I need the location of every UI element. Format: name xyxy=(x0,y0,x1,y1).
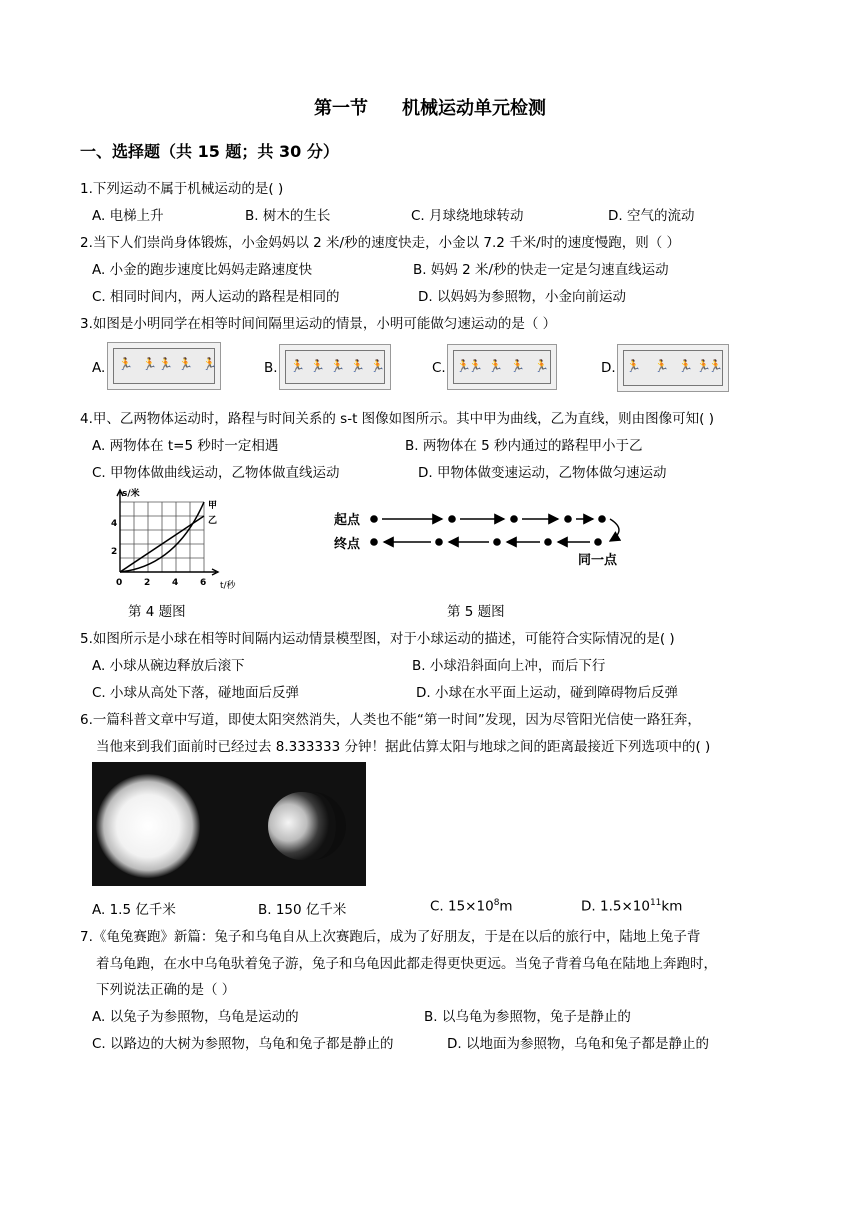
q6-option-d: D. $1.5\times 10^{11}km$ xyxy=(581,898,683,915)
x-tick-6: 6 xyxy=(200,578,207,588)
figure-4-caption: 第 4 题图 xyxy=(128,604,186,620)
runner-icon: 🏃 xyxy=(510,359,525,373)
q3-image-d xyxy=(617,344,729,392)
q2-option-d: D. 以妈妈为参照物，小金向前运动 xyxy=(418,289,626,305)
q5-option-d: D. 小球在水平面上运动，碰到障碍物后反弹 xyxy=(416,685,678,701)
page-title xyxy=(0,94,860,120)
q4-option-d: D. 甲物体做变速运动，乙物体做匀速运动 xyxy=(418,465,667,481)
question-2-stem: 2.当下人们崇尚身体锻炼，小金妈妈以 2 米/秒的速度快走，小金以 7.2 千米/时的速度慢跑，则（ ） xyxy=(80,235,680,251)
q5-option-c: C. 小球从高处下落，碰地面后反弹 xyxy=(92,685,300,701)
runner-icon: 🏃 xyxy=(330,359,345,373)
q7-option-c: C. 以路边的大树为参照物，乌龟和兔子都是静止的 xyxy=(92,1036,394,1052)
q5-option-b: B. 小球沿斜面向上冲，而后下行 xyxy=(412,658,606,674)
question-1-stem: 1.下列运动不属于机械运动的是( ) xyxy=(80,181,284,197)
st-graph-figure xyxy=(106,486,246,594)
q6-option-b: B. 150 亿千米 xyxy=(258,902,347,918)
runner-icon: 🏃 xyxy=(456,359,471,373)
q2-option-a: A. 小金的跑步速度比妈妈走路速度快 xyxy=(92,262,313,278)
runner-icon: 🏃 xyxy=(678,359,693,373)
q7-option-a: A. 以兔子为参照物，乌龟是运动的 xyxy=(92,1009,299,1025)
q1-option-a: A. 电梯上升 xyxy=(92,208,164,224)
question-4-stem: 4.甲、乙两物体运动时，路程与时间关系的 s-t 图像如图所示。其中甲为曲线，乙为直线，则由图像可知( ) xyxy=(80,411,714,427)
runner-icon: 🏃 xyxy=(290,359,305,373)
start-label: 起点 xyxy=(334,513,361,528)
runner-icon: 🏃 xyxy=(468,359,483,373)
runner-icon: 🏃 xyxy=(370,359,385,373)
question-7-line-2: 着乌龟跑，在水中乌龟驮着兔子游，兔子和乌龟因此都走得更快更远。当兔子背着乌龟在陆地上奔跑时， xyxy=(96,956,717,972)
runner-icon: 🏃 xyxy=(310,359,325,373)
sun-image xyxy=(96,774,200,878)
runner-icon: 🏃 xyxy=(202,357,217,371)
legend-yi: 乙 xyxy=(208,516,218,526)
runner-icon: 🏃 xyxy=(142,357,157,371)
q4-option-c: C. 甲物体做曲线运动，乙物体做直线运动 xyxy=(92,465,340,481)
q1-option-d: D. 空气的流动 xyxy=(608,208,695,224)
q2-option-b: B. 妈妈 2 米/秒的快走一定是匀速直线运动 xyxy=(413,262,669,278)
q6-option-c: C. $15\times 10^8m$ xyxy=(430,898,513,915)
runner-icon: 🏃 xyxy=(626,359,641,373)
legend-jia: 甲 xyxy=(208,501,218,511)
title-part2: 机械运动单元检测 xyxy=(402,98,546,119)
q1-option-b: B. 树木的生长 xyxy=(245,208,331,224)
runner-icon: 🏃 xyxy=(534,359,549,373)
figure-5-caption: 第 5 题图 xyxy=(447,604,505,620)
same-point-label: 同一点 xyxy=(578,553,618,568)
question-7-line-3: 下列说法正确的是（ ） xyxy=(96,982,236,998)
ball-motion-figure xyxy=(330,504,630,570)
q3-option-d-label: D. xyxy=(601,360,616,376)
q2-option-c: C. 相同时间内，两人运动的路程是相同的 xyxy=(92,289,340,305)
section-heading: 一、选择题（共 15 题；共 30 分） xyxy=(80,142,339,161)
runner-icon: 🏃 xyxy=(158,357,173,371)
y-tick-4: 4 xyxy=(111,519,118,529)
q3-image-b xyxy=(279,344,391,390)
x-axis-label: t/秒 xyxy=(220,581,236,591)
title-part1: 第一节 xyxy=(314,98,368,119)
q3-image-a xyxy=(107,342,221,390)
x-tick-0: 0 xyxy=(116,578,123,588)
runner-icon: 🏃 xyxy=(654,359,669,373)
q5-option-a: A. 小球从碗边释放后滚下 xyxy=(92,658,245,674)
q3-option-c-label: C. xyxy=(432,360,446,376)
runner-icon: 🏃 xyxy=(178,357,193,371)
y-tick-2: 2 xyxy=(111,547,118,557)
runner-icon: 🏃 xyxy=(708,359,723,373)
question-3-stem: 3.如图是小明同学在相等时间间隔里运动的情景，小明可能做匀速运动的是（ ） xyxy=(80,316,557,332)
q6-option-a: A. 1.5 亿千米 xyxy=(92,902,176,918)
x-tick-2: 2 xyxy=(144,578,151,588)
question-6-line-1: 6.一篇科普文章中写道，即使太阳突然消失，人类也不能“第一时间”发现，因为尽管阳光信使一路狂奔， xyxy=(80,712,701,728)
question-5-stem: 5.如图所示是小球在相等时间隔内运动情景模型图，对于小球运动的描述，可能符合实际情况的是( ) xyxy=(80,631,675,647)
runner-icon: 🏃 xyxy=(118,357,133,371)
x-tick-4: 4 xyxy=(172,578,179,588)
end-label: 终点 xyxy=(334,537,361,552)
runner-icon: 🏃 xyxy=(350,359,365,373)
q7-option-d: D. 以地面为参照物，乌龟和兔子都是静止的 xyxy=(447,1036,709,1052)
question-7-line-1: 7.《龟兔赛跑》新篇：兔子和乌龟自从上次赛跑后，成为了好朋友，于是在以后的旅行中，陆地上兔子背 xyxy=(80,929,701,945)
sun-earth-photo xyxy=(92,762,366,886)
q4-option-b: B. 两物体在 5 秒内通过的路程甲小于乙 xyxy=(405,438,643,454)
question-6-line-2: 当他来到我们面前时已经过去 8.333333 分钟！据此估算太阳与地球之间的距离最接近下列选项中的( ) xyxy=(96,739,711,755)
q3-option-a-label: A. xyxy=(92,360,106,376)
q3-image-c xyxy=(447,344,557,390)
runner-icon: 🏃 xyxy=(488,359,503,373)
runner-icon: 🏃 xyxy=(696,359,711,373)
earth-image xyxy=(268,792,336,860)
q4-option-a: A. 两物体在 t=5 秒时一定相遇 xyxy=(92,438,279,454)
q1-option-c: C. 月球绕地球转动 xyxy=(411,208,524,224)
q3-option-b-label: B. xyxy=(264,360,278,376)
q7-option-b: B. 以乌龟为参照物，兔子是静止的 xyxy=(424,1009,631,1025)
y-axis-label: s/米 xyxy=(122,489,140,499)
